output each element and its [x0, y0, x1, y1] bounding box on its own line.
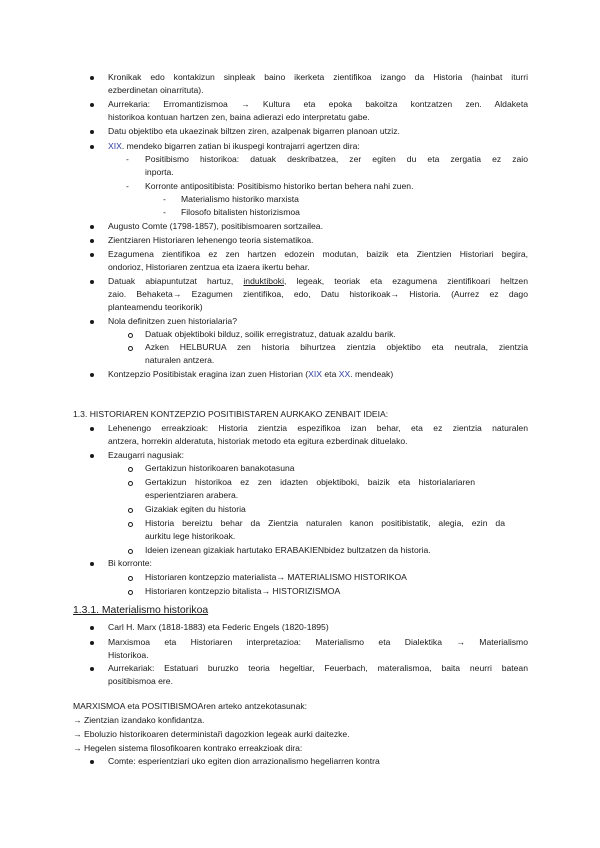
circle-bullet [128, 481, 133, 486]
paragraph-line [108, 275, 528, 287]
paragraph-line: Augusto Comte (1798-1857), positibismoaren sortzailea. [108, 221, 323, 231]
bullet-dot [90, 427, 94, 431]
circle-bullet [128, 346, 133, 351]
circle-bullet [128, 333, 133, 338]
bullet-dot [90, 225, 94, 229]
paragraph-line: Gizakiak egiten du historia [145, 504, 246, 514]
paragraph-line: aurkitu lege historikoak. [145, 531, 236, 541]
bullet-dot [90, 130, 94, 134]
paragraph-line: Positibismo historikoa: datuak deskribatzea, zer egiten du eta zergatia ez zaio [145, 154, 528, 164]
paragraph-line: Gertakizun historikoa ez zen idazten objektiboki, baizik eta historialariaren [145, 477, 475, 487]
bullet-dot [90, 373, 94, 377]
subsection-heading: 1.3.1. Materialismo historikoa [73, 605, 209, 616]
paragraph-line: Filosofo bitalisten historizismoa [181, 207, 300, 217]
circle-bullet [128, 590, 133, 595]
bullet-dot [90, 667, 94, 671]
paragraph-line: Aurrekariak: Estatuari buruzko teoria hegeltiar, Feuerbach, materalismoa, baita neurri batean [108, 663, 528, 673]
paragraph-line: Azken HELBURUA zen historia bihurtzea zientzia objektibo eta neutrala, zientzia [145, 342, 528, 352]
circle-bullet [128, 508, 133, 513]
roman-numeral: XX [338, 369, 351, 379]
roman-numeral: XIX [108, 141, 122, 151]
paragraph-line: Historiaren kontzepzio materialista→ MATERIALISMO HISTORIKOA [145, 572, 407, 582]
paragraph-line: Lehenengo erreakzioak: Historia zientzia espezifikoa izan behar, eta ez zientzia naturalen [108, 423, 528, 433]
paragraph-line: Carl H. Marx (1818-1883) eta Federic Engels (1820-1895) [108, 622, 329, 632]
bullet-dot [90, 239, 94, 243]
circle-bullet [128, 467, 133, 472]
paragraph-line: naturalen antzera. [145, 355, 215, 365]
bullet-dot [90, 76, 94, 80]
dash-marker: - [163, 194, 166, 204]
bullet-dot [90, 454, 94, 458]
paragraph-line: positibismoa ere. [108, 676, 173, 686]
dash-marker: - [126, 154, 129, 164]
paragraph-line: ezberdinetan oinarrituta). [108, 85, 204, 95]
paragraph-line: Gertakizun historikoaren banakotasuna [145, 463, 295, 473]
paragraph-line: Datuak objektiboki bilduz, soilik erregistratuz, datuak azaldu barik. [145, 329, 396, 339]
paragraph-line: esperientziaren arabera. [145, 490, 239, 500]
roman-numeral: XIX [308, 369, 323, 379]
dash-marker: - [163, 207, 166, 217]
bullet-dot [90, 320, 94, 324]
paragraph-line [108, 140, 360, 152]
text-run: , legeak, teoriak eta ezagumena zientifikoari heltzen [284, 276, 528, 286]
text-run: . mendeak) [350, 369, 394, 379]
circle-bullet [128, 522, 133, 527]
text-run: eta [322, 369, 339, 379]
bullet-dot [90, 760, 94, 764]
paragraph-line: planteamendu teorikorik) [108, 302, 203, 312]
bullet-dot [90, 145, 94, 149]
underlined-word: induktiboki [243, 276, 284, 286]
circle-bullet [128, 576, 133, 581]
bullet-dot [90, 253, 94, 257]
bullet-dot [90, 562, 94, 566]
paragraph-line [108, 368, 393, 380]
paragraph-line: antzera, horrekin alderatuta, historiak metodo eta egitura ezberdinak dituelako. [108, 436, 408, 446]
bullet-dot [90, 626, 94, 630]
bullet-dot [90, 280, 94, 284]
paragraph-line: Aurrekaria: Erromantizismoa → Kultura eta epoka bakoitza kontzatzen zen. Aldaketa [108, 99, 528, 109]
text-run: Kontzepzio Positibistak eragina izan zuen Historian ( [108, 369, 309, 379]
paragraph-line: Ideien izenean gizakiak hartutako ERABAKIENbidez bultzatzen da historia. [145, 545, 431, 555]
bullet-dot [90, 103, 94, 107]
paragraph-line: ondorioz, Historiaren zentzua eta izaera ikertu behar. [108, 262, 310, 272]
circle-bullet [128, 549, 133, 554]
arrow-line: → Zientzian izandako konfidantza. [73, 715, 205, 725]
arrow-line: → Hegelen sistema filosofikoaren kontrako erreakzioak dira: [73, 743, 303, 753]
paragraph-line: zaio. Behaketa→ Ezagumen zientifikoa, edo, Datu historikoak→ Historia. (Aurrez ez dago [108, 289, 528, 299]
dash-marker: - [126, 181, 129, 191]
paragraph-line: Ezaugarri nagusiak: [108, 450, 184, 460]
paragraph-line: Historikoa. [108, 650, 149, 660]
paragraph-line: Datu objektibo eta ukaezinak biltzen ziren, azalpenak bigarren planoan utziz. [108, 126, 400, 136]
paragraph-line: Korronte antipositibista: Positibismo historiko bertan behera nahi zuen. [145, 181, 414, 191]
paragraph-line: Kronikak edo kontakizun sinpleak baino ikerketa zientifikoa izango da Historia (hainbat iturri [108, 72, 528, 82]
paragraph-line: Bi korronte: [108, 558, 152, 568]
section-heading: MARXISMOA eta POSITIBISMOAren arteko antzekotasunak: [73, 701, 308, 711]
paragraph-line: inporta. [145, 167, 174, 177]
text-run: . mendeko bigarren zatian bi ikuspegi kontrajarri agertzen dira: [121, 141, 360, 151]
paragraph-line: Zientziaren Historiaren lehenengo teoria sistematikoa. [108, 235, 314, 245]
paragraph-line: historikoa kontuan hartzen zen, baina adierazi edo interpretatu gabe. [108, 112, 370, 122]
paragraph-line: Ezagumena zientifikoa ez zen hartzen edozein modutan, baizik eta Zientzien Historiari begira, [108, 249, 528, 259]
paragraph-line: Marxismoa eta Historiaren interpretazioa: Materialismo eta Dialektika → Materialismo [108, 637, 528, 647]
paragraph-line: Historiaren kontzepzio bitalista→ HISTORIZISMOA [145, 586, 341, 596]
bullet-dot [90, 641, 94, 645]
paragraph-line: Historia bereiztu behar da Zientzia naturalen kanon positibistatik, alegia, ezin da [145, 518, 505, 528]
section-heading: 1.3. HISTORIAREN KONTZEPZIO POSITIBISTAREN AURKAKO ZENBAIT IDEIA: [73, 409, 389, 419]
paragraph-line: Comte: esperientziari uko egiten dion arrazionalismo hegeliarren kontra [108, 756, 380, 766]
arrow-line: → Eboluzio historikoaren deterministaři dagozkion legeak aurki daitezke. [73, 729, 350, 739]
paragraph-line: Materialismo historiko marxista [181, 194, 299, 204]
text-run: Datuak abiapuntutzat hartuz, [108, 276, 244, 286]
paragraph-line: Nola definitzen zuen historialaria? [108, 316, 237, 326]
